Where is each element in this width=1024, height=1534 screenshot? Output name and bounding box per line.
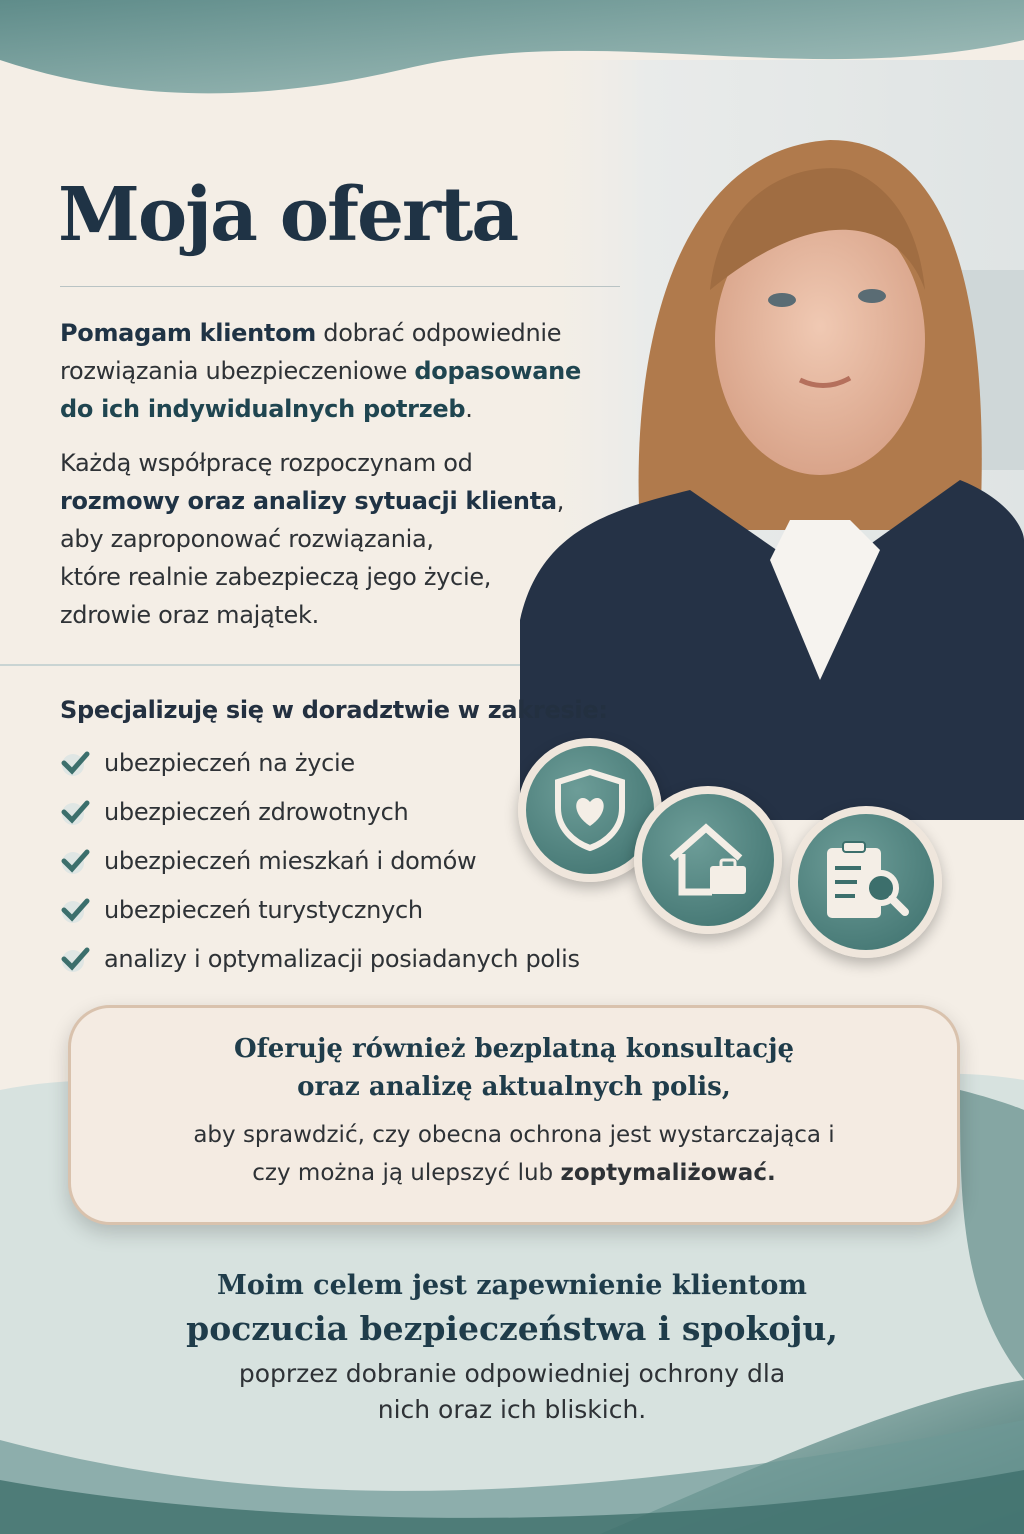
text: zdrowie oraz majątek. [60,601,319,629]
list-item [60,895,423,925]
check-icon [60,944,90,974]
goal-line: nich oraz ich bliskich. [377,1395,647,1424]
check-icon [60,797,90,827]
text: . [465,395,473,423]
specialization-heading: Specjalizuję się w doradztwie w zakresie: [60,696,608,724]
list-item [60,944,580,974]
emphasis: dopasowane [414,357,581,385]
title-divider [60,286,620,287]
emphasis: zoptymaliżować. [560,1160,776,1186]
page-title: Moja oferta [58,172,518,258]
list-item-label: ubezpieczeń zdrowotnych [104,798,409,826]
house-briefcase-icon [634,786,782,934]
consultation-box [68,1005,960,1225]
emphasis: rozmowy oraz analizy sytuacji klienta [60,487,557,515]
emphasis: do ich indywidualnych potrzeb [60,395,466,423]
intro-paragraph-1 [60,314,581,428]
check-icon [60,895,90,925]
check-icon [60,846,90,876]
emphasis: Pomagam klientom [60,319,316,347]
check-icon [60,748,90,778]
text: dobrać odpowiednie [315,319,562,347]
intro-paragraph-2 [60,444,564,634]
list-item [60,797,408,827]
text: aby sprawdzić, czy obecna ochrona jest wystarczająca i [193,1122,835,1148]
list-item-label: analizy i optymalizacji posiadanych polis [104,945,580,973]
list-item-label: ubezpieczeń na życie [104,749,355,777]
list-item [60,846,476,876]
text: , [556,487,565,515]
goal-line: poprzez dobranie odpowiedniej ochrony dla [238,1359,786,1388]
goal-line: Moim celem jest zapewnienie klientom [217,1270,807,1301]
goal-section [0,1266,1024,1428]
list-item-label: ubezpieczeń turystycznych [104,896,423,924]
consultation-heading: oraz analizę aktualnych polis, [297,1072,731,1102]
text: które realnie zabezpieczą jego życie, [60,563,492,591]
goal-line: poczucia bezpieczeństwa i spokoju, [186,1309,838,1348]
list-item-label: ubezpieczeń mieszkań i domów [104,847,477,875]
list-item [60,748,355,778]
text: Każdą współpracę rozpoczynam od [60,449,473,477]
clipboard-search-icon [790,806,942,958]
text: czy można ją ulepszyć lub [252,1160,561,1186]
text: aby zaproponować rozwiązania, [60,525,434,553]
text: rozwiązania ubezpieczeniowe [60,357,415,385]
consultation-heading: Oferuję również bezplatną konsultację [233,1034,795,1064]
